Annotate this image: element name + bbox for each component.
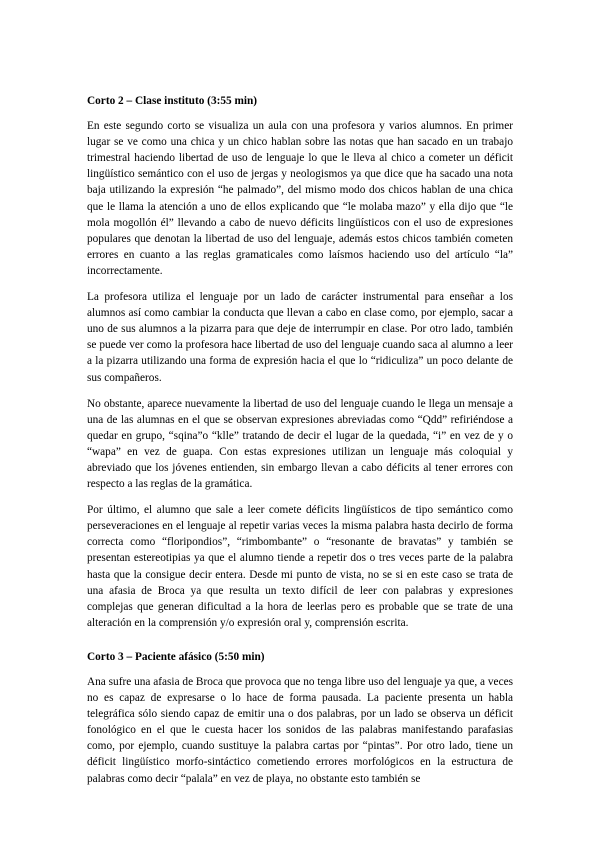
paragraph: No obstante, aparece nuevamente la libertad de uso del lenguaje cuando le llega un mensaje a una de las alumnas en el que se observan expresiones abreviadas como “Qdd” refiriéndose a quedar en grupo, “sqina”o “klle” tratando de decir el lugar de la quedada, “i” en vez de y o “wapa” en vez de guapa. Con estas expresiones utilizan un lenguaje más coloquial y abreviado que los jóvenes entienden, sin embargo llevan a cabo déficits al tener errores con respecto a las reglas de la gramática.: [87, 397, 513, 491]
section-corto-3: [87, 649, 513, 787]
document-page: [87, 93, 513, 797]
paragraph: En este segundo corto se visualiza un aula con una profesora y varios alumnos. En primer lugar se ve como una chica y un chico hablan sobre las notas que han sacado en un trabajo trimestral haciendo libertad de uso de lenguaje lo que le lleva al chico a cometer un déficit lingüístico semántico con el uso de jergas y neologismos ya que dice que ha sacado una nota baja utilizando la expresión “he palmado”, del mismo modo dos chicos hablan de una chica que le llama la atención a uno de ellos explicando que “le molaba mazo” y ella dijo que “le mola mogollón él” llevando a cabo de nuevo déficits lingüísticos con el uso de expresiones populares que denotan la libertad de uso del lenguaje, además estos chicos también cometen errores en cuanto a las reglas gramaticales como laísmos haciendo uso del artículo “la” incorrectamente.: [87, 120, 513, 277]
section-heading: Corto 2 – Clase instituto (3:55 min): [87, 95, 258, 107]
paragraph: La profesora utiliza el lenguaje por un lado de carácter instrumental para enseñar a los alumnos así como cambiar la conducta que llevan a cabo en clase como, por ejemplo, sacar a uno de sus alumnos a la pizarra para que deje de interrumpir en clase. Por otro lado, también se puede ver como la profesora hace libertad de uso del lenguaje cuando saca al alumno a leer a la pizarra utilizando una forma de expresión hacia el que lo “ridiculiza” un poco delante de sus compañeros.: [87, 291, 513, 384]
section-heading: Corto 3 – Paciente afásico (5:50 min): [87, 650, 265, 663]
paragraph: Ana sufre una afasia de Broca que provoca que no tenga libre uso del lenguaje ya que, a veces no es capaz de expresarse o lo hace de forma pausada. La paciente presenta un habla telegráfica sólo siendo capaz de emitir una o dos palabras, por un lado se observa un déficit fonológico en el que le cuesta hacer los sonidos de las palabras manifestando parafasias como, por ejemplo, cuando sustituye la palabra cartas por “pintas”. Por otro lado, tiene un déficit lingüístico morfo-sintáctico cometiendo errores morfológicos en la estructura de palabras como decir “palala” en vez de playa, no obstante esto también se: [87, 676, 513, 785]
paragraph: Por último, el alumno que sale a leer comete déficits lingüísticos de tipo semántico como perseveraciones en el lenguaje al repetir varias veces la misma palabra hasta decirlo de forma correcta como “floripondios”, “rimbombante” o “resonante de bravatas” y también se presentan estereotipias ya que el alumno tiende a repetir dos o tres veces parte de la palabra hasta que la consigue decir entera. Desde mi punto de vista, no se si en este caso se trata de una afasia de Broca ya que resulta un texto difícil de leer con palabras y expresiones complejas que generan dificultad a la hora de leerlas pero es probable que se trate de una alteración en la comprensión y/o expresión oral y, comprensión escrita.: [87, 504, 513, 629]
section-corto-2: [87, 93, 513, 631]
